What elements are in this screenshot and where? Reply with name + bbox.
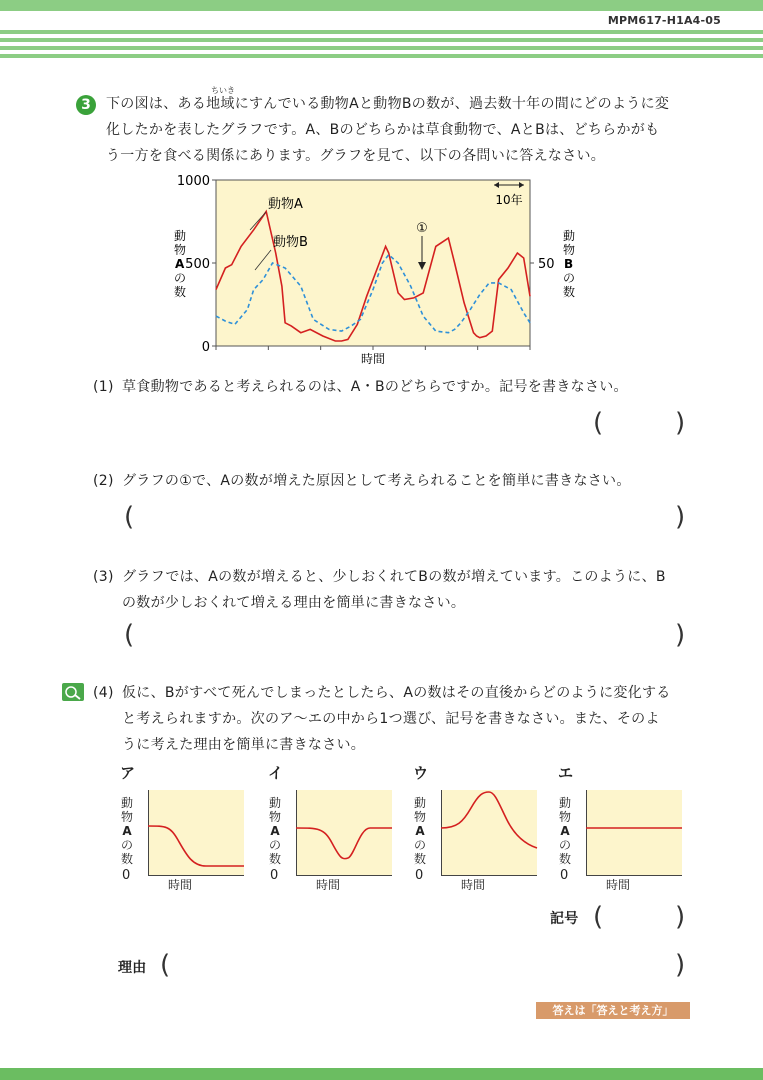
axis-label-char: の	[174, 271, 187, 285]
option-mini-chart	[586, 788, 686, 878]
question-number-badge: 3	[76, 95, 96, 115]
option-ylabel-char: A	[270, 824, 280, 838]
option-mini-chart	[148, 788, 248, 878]
option-plot-area	[441, 790, 537, 876]
answer-reference-tab[interactable]: 答えは「答えと考え方」	[536, 1002, 690, 1019]
y-left-axis-label	[174, 228, 186, 299]
option-ylabel-char: 数	[268, 852, 281, 866]
q4-label: (4)	[93, 685, 114, 701]
y-right-axis-label	[563, 228, 575, 299]
option-plot-area	[296, 790, 392, 876]
option-ylabel-char: 数	[558, 852, 571, 866]
x-axis-label: 時間	[360, 352, 386, 366]
option-xlabel: 時間	[461, 878, 486, 892]
option-label: エ	[558, 764, 574, 782]
q3-text-line1: グラフでは、Aの数が増えると、少しおくれてBの数が増えています。このように、B	[122, 569, 666, 585]
page-header	[0, 0, 763, 62]
q2-answer-close: )	[675, 502, 686, 532]
option-ylabel-char: A	[122, 824, 132, 838]
option-ylabel	[413, 796, 427, 866]
header-band	[0, 0, 763, 11]
chart-plot-area	[216, 180, 530, 346]
option-label: イ	[268, 764, 284, 782]
option-ylabel	[558, 796, 572, 866]
axis-label-char: 動	[174, 229, 187, 243]
option-ylabel-char: 物	[268, 810, 281, 824]
y-left-tick-label: 500	[185, 257, 210, 272]
y-right-ticks	[530, 257, 555, 272]
question-text-line1: 下の図は、ある地域にすんでいる動物Aと動物Bの数が、過去数十年の間にどのように変	[106, 96, 670, 112]
option-xlabel: 時間	[316, 878, 341, 892]
header-stripe	[0, 30, 763, 34]
axis-label-char: 動	[563, 229, 576, 243]
option-mini-chart	[296, 788, 396, 878]
x-ticks	[216, 346, 530, 350]
option-label: ア	[120, 764, 136, 782]
axis-label-char: 物	[563, 243, 576, 257]
axis-label-char: A	[175, 257, 185, 271]
q1-label: (1)	[93, 379, 114, 395]
q3-answer-close: )	[675, 620, 686, 650]
y-right-tick-label: 50	[538, 257, 555, 272]
population-chart	[160, 166, 590, 371]
option-ylabel-char: 動	[413, 796, 426, 810]
option-ylabel-char: 物	[558, 810, 571, 824]
axis-label-char: 数	[174, 285, 187, 299]
y-left-tick-label: 1000	[176, 174, 210, 189]
option-zero: 0	[415, 868, 424, 883]
header-stripe	[0, 46, 763, 50]
option-1[interactable]	[120, 762, 250, 897]
q4-symbol-open[interactable]: (	[593, 902, 604, 932]
axis-label-char: B	[564, 257, 574, 271]
q1-answer-close: )	[675, 408, 686, 438]
y-left-tick-label: 0	[201, 340, 210, 355]
option-ylabel-char: 数	[413, 852, 426, 866]
option-ylabel-char: の	[413, 838, 426, 852]
option-ylabel-char: の	[268, 838, 281, 852]
ruby-text: ちいき	[211, 86, 235, 95]
series-label-a: 動物A	[268, 197, 303, 212]
q1-answer-open[interactable]: (	[593, 408, 604, 438]
option-ylabel	[268, 796, 282, 866]
option-ylabel-char: 物	[413, 810, 426, 824]
option-zero: 0	[560, 868, 569, 883]
option-4[interactable]	[558, 762, 688, 897]
option-xlabel: 時間	[606, 878, 631, 892]
option-ylabel-char: の	[558, 838, 571, 852]
header-stripe	[0, 54, 763, 58]
symbol-label: 記号	[550, 911, 579, 927]
option-ylabel-char: A	[560, 824, 570, 838]
option-xlabel: 時間	[168, 878, 193, 892]
q1-text: 草食動物であると考えられるのは、A・Bのどちらですか。記号を書きなさい。	[122, 379, 628, 395]
axis-label-char: の	[563, 271, 576, 285]
option-ylabel-char: 物	[120, 810, 133, 824]
hint-icon	[62, 683, 84, 701]
q4-text-line1: 仮に、Bがすべて死んでしまったとしたら、Aの数はその直後からどのように変化する	[122, 685, 671, 701]
scale-label: 10年	[495, 193, 523, 207]
option-2[interactable]	[268, 762, 398, 897]
header-stripe	[0, 38, 763, 42]
page-code: MPM617-H1A4-05	[607, 14, 721, 27]
q2-answer-open[interactable]: (	[124, 502, 135, 532]
option-ylabel	[120, 796, 134, 866]
question-text-line2: 化したかを表したグラフです。A、Bのどちらかは草食動物で、AとBは、どちらかがも	[106, 122, 660, 138]
option-label: ウ	[413, 764, 429, 782]
option-zero: 0	[122, 868, 131, 883]
axis-label-char: 物	[174, 243, 187, 257]
option-ylabel-char: の	[120, 838, 133, 852]
option-ylabel-char: A	[415, 824, 425, 838]
question-text-line3: う一方を食べる関係にあります。グラフを見て、以下の各問いに答えなさい。	[106, 148, 606, 164]
option-zero: 0	[270, 868, 279, 883]
q4-text-line3: うに考えた理由を簡単に書きなさい。	[122, 737, 366, 753]
option-ylabel-char: 数	[120, 852, 133, 866]
q4-reason-close: )	[675, 950, 686, 980]
q2-text: グラフの①で、Aの数が増えた原因として考えられることを簡単に書きなさい。	[122, 473, 631, 489]
option-ylabel-char: 動	[268, 796, 281, 810]
q4-reason-open[interactable]: (	[160, 950, 171, 980]
q4-symbol-close: )	[675, 902, 686, 932]
option-mini-chart	[441, 788, 541, 878]
reason-label: 理由	[118, 960, 147, 976]
option-plot-area	[586, 790, 682, 876]
q3-label: (3)	[93, 569, 114, 585]
option-ylabel-char: 動	[120, 796, 133, 810]
axis-label-char: 数	[563, 285, 576, 299]
marker-label: ①	[416, 221, 428, 236]
option-3[interactable]	[413, 762, 543, 897]
option-ylabel-char: 動	[558, 796, 571, 810]
page-footer-band	[0, 1068, 763, 1080]
q3-text-line2: の数が少しおくれて増える理由を簡単に書きなさい。	[122, 595, 466, 611]
q3-answer-open[interactable]: (	[124, 620, 135, 650]
q4-text-line2: と考えられますか。次のア〜エの中から1つ選び、記号を書きなさい。また、そのよ	[122, 711, 660, 727]
q2-label: (2)	[93, 473, 114, 489]
series-label-b: 動物B	[273, 235, 308, 250]
